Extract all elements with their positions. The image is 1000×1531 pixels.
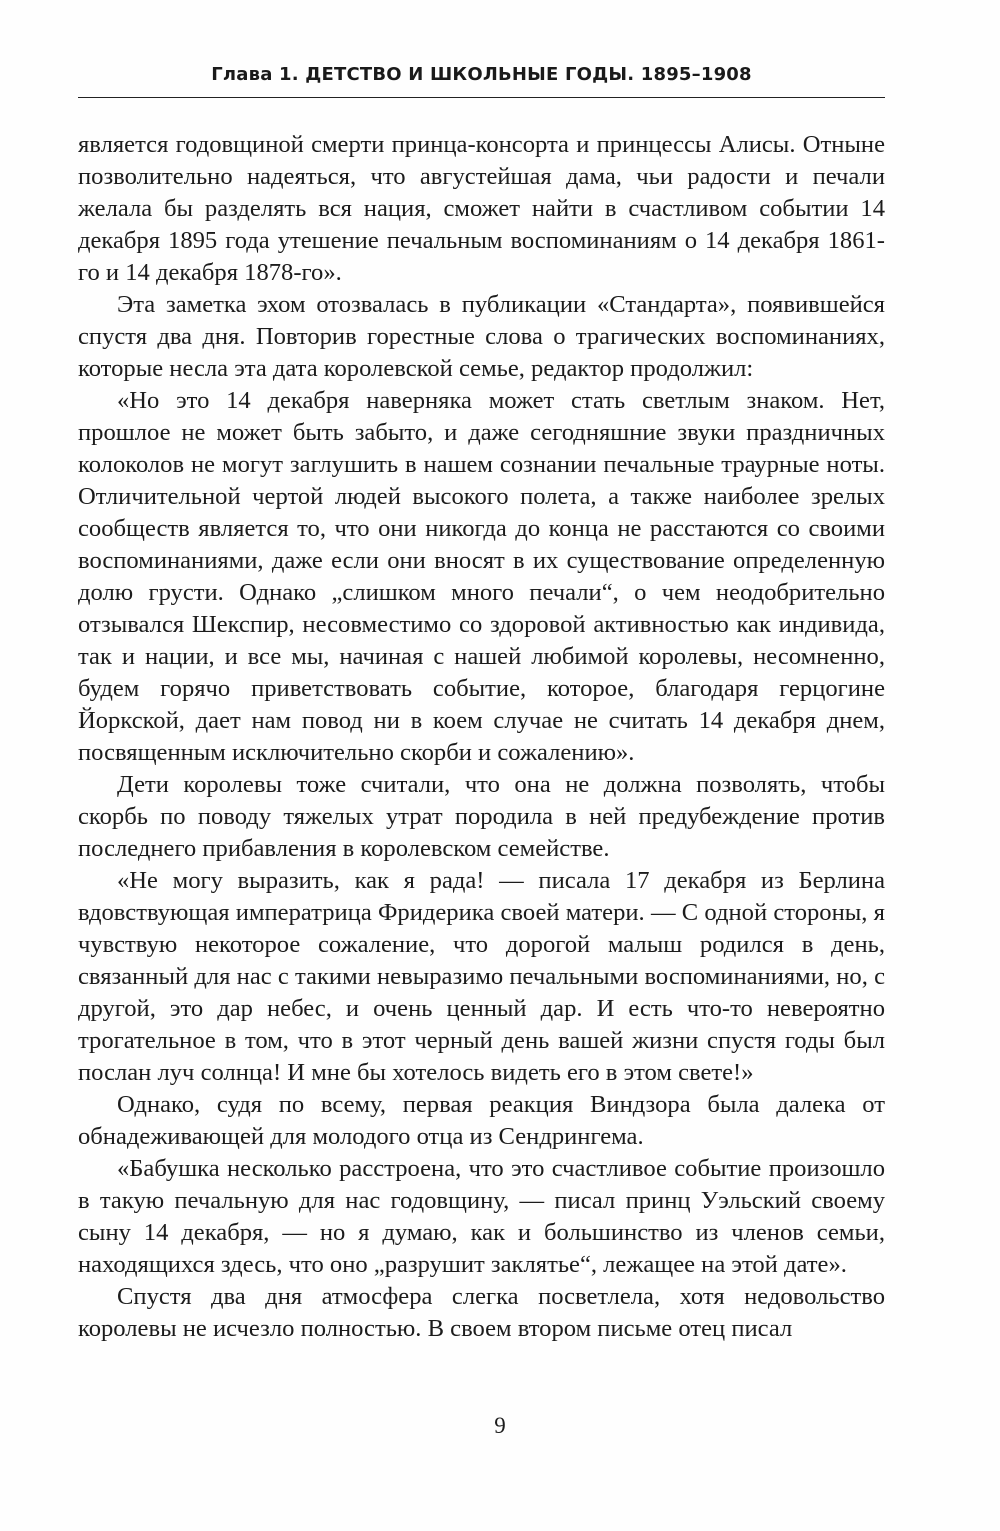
paragraph: Эта заметка эхом отозвалась в публикации «Стандарта», появившейся спустя два дня. Повторив горестные слова о трагических воспоминаниях, которые несла эта дата королевской семье, редактор продолжил: <box>78 291 885 382</box>
quote-paragraph: «Но это 14 декабря наверняка может стать светлым знаком. Нет, прошлое не может быть забыто, и даже сегодняшние звуки праздничных колоколов не могут заглушить в нашем сознании печальные траурные ноты. Отличительной чертой людей высокого полета, а также наиболее зрелых сообществ является то, что они никогда до конца не расстаются со своими воспоминаниями, даже если они вносят в их существование определенную долю грусти. Однако „слишком много печали“, о чем неодобрительно отзывался Шекспир, несовместимо со здоровой активностью как индивида, так и нации, и все мы, начиная с нашей любимой королевы, несомненно, будем горячо приветствовать событие, которое, благодаря герцогине Йоркской, дает нам повод ни в коем случае не считать 14 декабря днем, посвященным исключительно скорби и сожалению». <box>78 387 885 766</box>
page-number: 9 <box>494 1413 506 1438</box>
paragraph: Однако, судя по всему, первая реакция Виндзора была далека от обнадеживающей для молодого отца из Сендрингема. <box>78 1091 885 1150</box>
paragraph: Спустя два дня атмосфера слегка посветлела, хотя недовольство королевы не исчезло полностью. В своем втором письме отец писал <box>78 1283 885 1342</box>
running-header: Глава 1. ДЕТСТВО И ШКОЛЬНЫЕ ГОДЫ. 1895–1908 <box>211 64 752 85</box>
paragraph: является годовщиной смерти принца-консорта и принцессы Алисы. Отныне позволительно надеяться, что августейшая дама, чьи радости и печали желала бы разделять вся нация, сможет найти в счастливом событии 14 декабря 1895 года утешение печальным воспоминаниям о 14 декабря 1861-го и 14 декабря 1878-го». <box>78 131 885 286</box>
body-text <box>78 129 885 1345</box>
paragraph: Дети королевы тоже считали, что она не должна позволять, чтобы скорбь по поводу тяжелых утрат породила в ней предубеждение против последнего прибавления в королевском семействе. <box>78 771 885 862</box>
quote-paragraph: «Не могу выразить, как я рада! — писала 17 декабря из Берлина вдовствующая императрица Фридерика своей матери. — С одной стороны, я чувствую некоторое сожаление, что дорогой малыш родился в день, связанный для нас с такими невыразимо печальными воспоминаниями, но, с другой, это дар небес, и очень ценный дар. И есть что-то невероятно трогательное в том, что в этот черный день вашей жизни спустя годы был послан луч солнца! И мне бы хотелось видеть его в этом свете!» <box>78 867 885 1086</box>
quote-paragraph: «Бабушка несколько расстроена, что это счастливое событие произошло в такую печальную для нас годовщину, — писал принц Уэльский своему сыну 14 декабря, — но я думаю, как и большинство из членов семьи, находящихся здесь, что оно „разрушит заклятье“, лежащее на этой дате». <box>78 1155 885 1278</box>
header-rule <box>78 97 885 98</box>
